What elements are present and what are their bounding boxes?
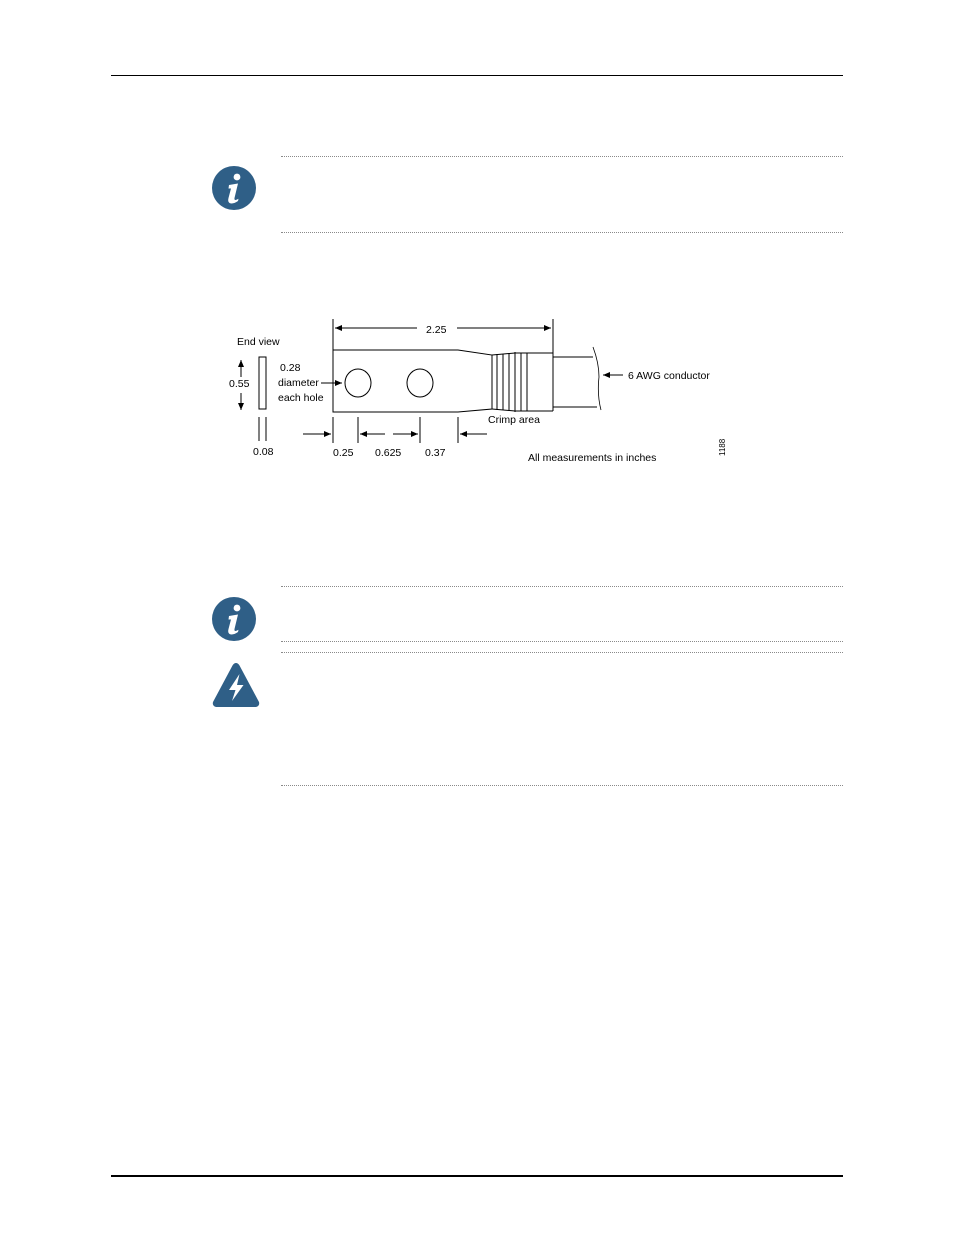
end-dimension-label: 0.37 <box>425 447 446 459</box>
crimp-area-label: Crimp area <box>488 414 540 426</box>
hole-label-line2: diameter <box>278 377 319 389</box>
warning-electrical-icon <box>211 660 261 710</box>
footer-rule <box>111 1175 843 1177</box>
info-icon <box>210 164 260 214</box>
note-2-bottom-divider <box>281 641 843 642</box>
lug-body <box>333 350 492 412</box>
end-view-label: End view <box>237 336 280 348</box>
edge-dimension-label: 0.25 <box>333 447 354 459</box>
end-view-rect <box>259 357 266 409</box>
warning-bottom-divider <box>281 785 843 786</box>
warning-top-divider <box>281 652 843 653</box>
lug-diagram <box>225 315 745 475</box>
note-bottom-divider <box>281 232 843 233</box>
info-icon <box>210 595 260 645</box>
units-note: All measurements in inches <box>528 452 657 464</box>
note-2-top-divider <box>281 586 843 587</box>
hole-spacing-label: 0.625 <box>375 447 402 459</box>
note-top-divider <box>281 156 843 157</box>
header-rule <box>111 75 843 76</box>
end-height-label: 0.55 <box>229 378 250 390</box>
end-thickness-label: 0.08 <box>253 446 274 458</box>
overall-length-label: 2.25 <box>426 324 447 336</box>
figure-id: 1188 <box>718 438 727 456</box>
hole-label-line1: 0.28 <box>280 362 301 374</box>
hole-label-line3: each hole <box>278 392 324 404</box>
conductor-label: 6 AWG conductor <box>628 370 710 382</box>
